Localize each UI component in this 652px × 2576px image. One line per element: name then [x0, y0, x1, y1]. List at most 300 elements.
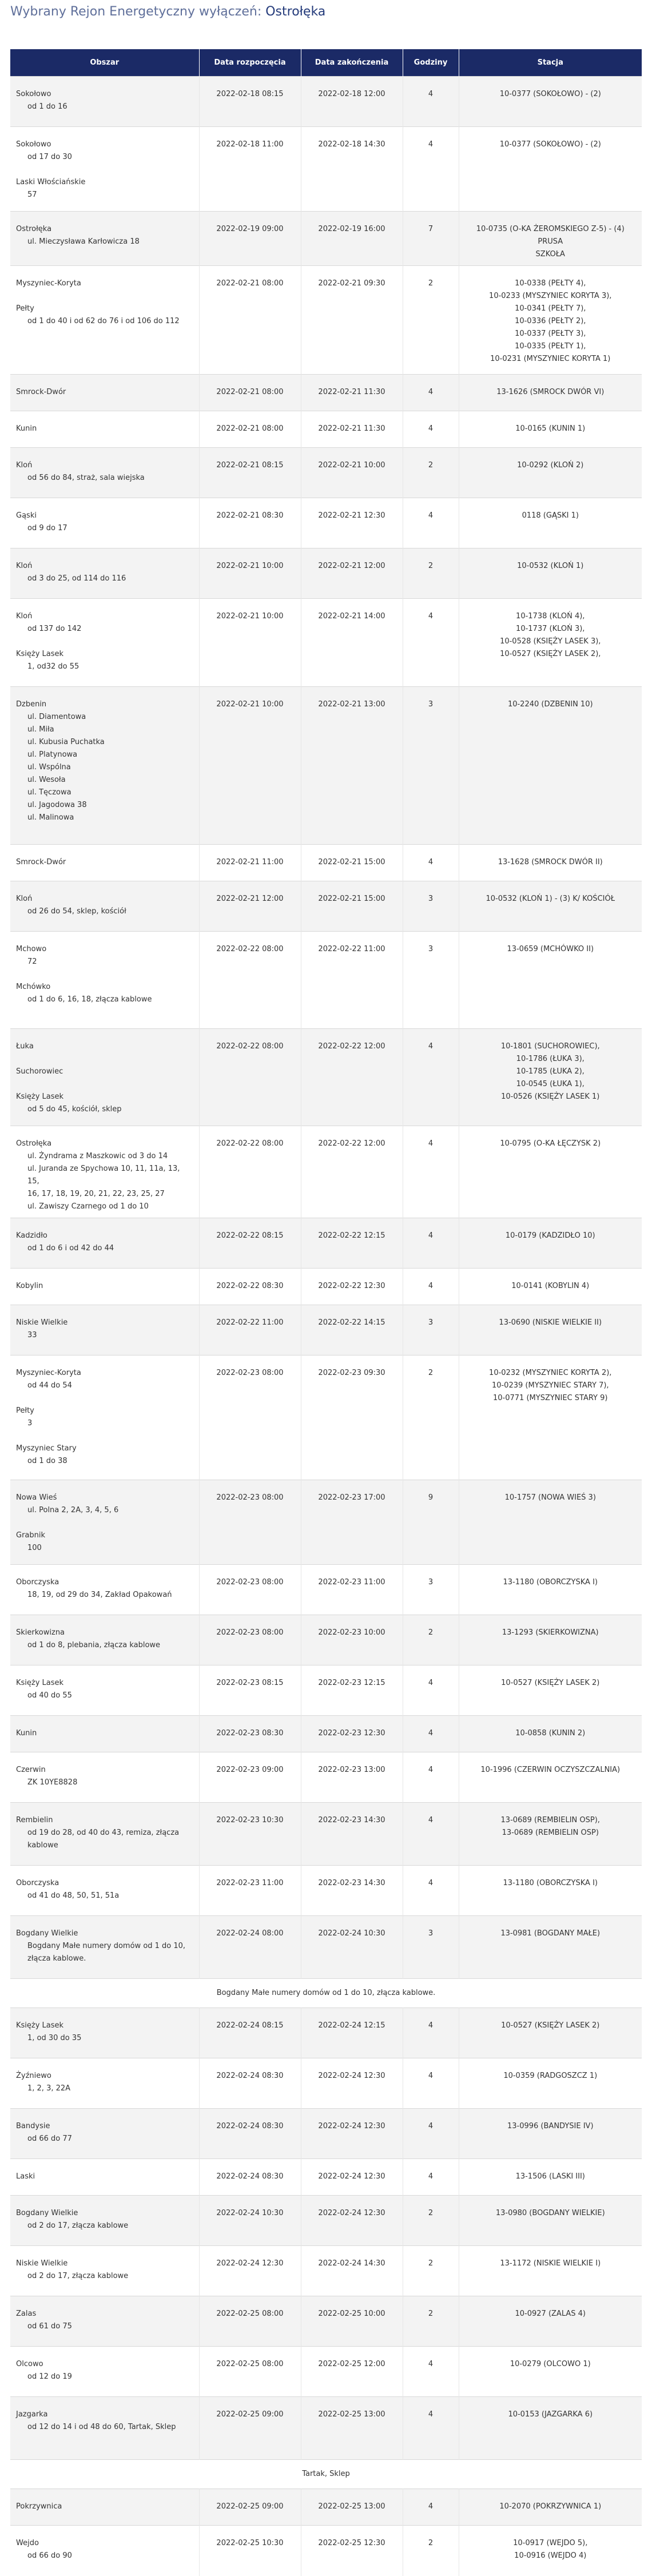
hours-cell: 4	[403, 498, 459, 548]
location-name: Laski	[16, 2172, 35, 2181]
start-date-cell: 2022-02-21 10:00	[199, 548, 301, 599]
end-date-cell: 2022-02-23 09:30	[301, 1355, 403, 1480]
station-cell	[459, 448, 642, 498]
station-line: 10-0532 (KLOŃ 1) - (3) K/ KOŚCIÓŁ	[486, 895, 615, 903]
area-cell	[10, 1565, 199, 1615]
location-name: Oborczyska	[16, 1879, 59, 1887]
station-cell	[459, 1218, 642, 1269]
area-cell	[10, 2246, 199, 2296]
location-block	[16, 1230, 193, 1255]
station-cell	[459, 1269, 642, 1305]
location-name: Czerwin	[16, 1766, 46, 1774]
station-cell	[459, 1866, 642, 1916]
end-date-cell: 2022-02-24 12:30	[301, 2058, 403, 2109]
location-detail: od 3 do 25, od 114 do 116	[27, 574, 126, 583]
location-block	[16, 510, 193, 535]
end-date-cell: 2022-02-23 10:00	[301, 1615, 403, 1665]
location-detail: od 2 do 17, złącza kablowe	[27, 2272, 129, 2280]
station-cell	[459, 1752, 642, 1803]
start-date-cell: 2022-02-23 08:30	[199, 1716, 301, 1752]
location-name: Smrock-Dwór	[16, 858, 66, 866]
location-detail: ul. Miła	[27, 725, 54, 734]
start-date-cell: 2022-02-24 08:30	[199, 2109, 301, 2159]
location-block	[16, 1814, 193, 1852]
table-row	[10, 1218, 642, 1269]
end-date-cell: 2022-02-24 12:15	[301, 2008, 403, 2058]
station-line: 10-1801 (SUCHOROWIEC),	[500, 1042, 600, 1051]
table-row	[10, 1803, 642, 1866]
table-row	[10, 77, 642, 127]
hours-cell: 2	[403, 2296, 459, 2347]
hours-cell: 2	[403, 548, 459, 599]
location-name: Bogdany Wielkie	[16, 1929, 78, 1938]
location-block	[16, 893, 193, 918]
hours-cell: 2	[403, 266, 459, 375]
location-block	[16, 2070, 193, 2095]
start-date-cell: 2022-02-22 11:00	[199, 1305, 301, 1355]
hours-cell: 4	[403, 2008, 459, 2058]
hours-cell: 2	[403, 2196, 459, 2246]
station-cell	[459, 2296, 642, 2347]
column-header-start[interactable]: Data rozpoczęcia	[199, 49, 301, 77]
start-date-cell: 2022-02-24 08:15	[199, 2008, 301, 2058]
location-name: Księży Lasek	[16, 650, 64, 658]
location-block	[16, 423, 193, 435]
hours-cell: 4	[403, 599, 459, 687]
station-line: 10-0545 (ŁUKA 1),	[516, 1080, 585, 1088]
location-detail: ul. Tęczowa	[27, 788, 71, 797]
location-block	[16, 386, 193, 399]
location-detail: od 9 do 17	[27, 524, 67, 532]
location-name: Myszyniec-Koryta	[16, 1369, 81, 1377]
location-name: Ostrołęka	[16, 225, 52, 233]
location-detail: ul. Malinowa	[27, 813, 74, 822]
station-line: 10-1738 (KLOŃ 4),	[516, 612, 585, 621]
hours-cell: 2	[403, 2246, 459, 2296]
location-name: Księży Lasek	[16, 2021, 64, 2030]
location-name: Zalas	[16, 2309, 37, 2318]
hours-cell: 4	[403, 1866, 459, 1916]
station-cell	[459, 1615, 642, 1665]
station-line: 10-0337 (PEŁTY 3),	[515, 329, 586, 338]
location-block	[16, 2257, 193, 2283]
location-detail: ul. Mieczysława Karłowicza 18	[27, 237, 140, 246]
hours-cell: 4	[403, 1029, 459, 1126]
location-block	[16, 176, 193, 201]
start-date-cell: 2022-02-25 09:00	[199, 2397, 301, 2460]
area-cell	[10, 2347, 199, 2397]
station-line: 13-0689 (REMBIELIN OSP)	[502, 1828, 599, 1837]
end-date-cell: 2022-02-25 12:00	[301, 2347, 403, 2397]
location-detail: ul. Zawiszy Czarnego od 1 do 10	[27, 1202, 149, 1211]
area-cell	[10, 2397, 199, 2460]
end-date-cell: 2022-02-25 13:00	[301, 2397, 403, 2460]
station-line: 10-0528 (KSIĘŻY LASEK 3),	[500, 637, 601, 646]
area-cell	[10, 1615, 199, 1665]
station-cell	[459, 1029, 642, 1126]
location-detail: od 2 do 17, złącza kablowe	[27, 2221, 129, 2230]
location-detail: ul. Żyndrama z Maszkowic od 3 do 14	[27, 1152, 168, 1160]
station-line: 10-1996 (CZERWIN OCZYSZCZALNIA)	[480, 1766, 621, 1774]
station-cell	[459, 2246, 642, 2296]
location-name: Mchowo	[16, 945, 47, 953]
station-cell	[459, 881, 642, 932]
start-date-cell: 2022-02-21 08:00	[199, 266, 301, 375]
end-date-cell: 2022-02-25 10:00	[301, 2296, 403, 2347]
start-date-cell: 2022-02-25 10:30	[199, 2526, 301, 2576]
location-block	[16, 1727, 193, 1740]
table-row	[10, 2246, 642, 2296]
table-row	[10, 1916, 642, 1979]
station-line: 10-0771 (MYSZYNIEC STARY 9)	[493, 1394, 608, 1402]
location-detail: od 17 do 30	[27, 153, 72, 161]
location-block	[16, 1091, 193, 1116]
start-date-cell: 2022-02-21 08:00	[199, 411, 301, 448]
hours-cell: 4	[403, 411, 459, 448]
table-row	[10, 881, 642, 932]
end-date-cell: 2022-02-23 12:15	[301, 1665, 403, 1716]
start-date-cell: 2022-02-23 08:00	[199, 1565, 301, 1615]
column-header-end[interactable]: Data zakończenia	[301, 49, 403, 77]
station-line: 10-1737 (KLOŃ 3),	[516, 625, 585, 633]
table-row	[10, 2397, 642, 2460]
hours-cell: 4	[403, 845, 459, 881]
start-date-cell: 2022-02-22 08:00	[199, 1126, 301, 1218]
location-detail: od 1 do 16	[27, 102, 67, 111]
table-row	[10, 1565, 642, 1615]
hours-cell: 4	[403, 1269, 459, 1305]
hours-cell: 4	[403, 1665, 459, 1716]
table-row	[10, 1305, 642, 1355]
station-line: 13-1180 (OBORCZYSKA I)	[503, 1578, 598, 1587]
station-cell	[459, 845, 642, 881]
start-date-cell: 2022-02-23 08:00	[199, 1615, 301, 1665]
location-name: Suchorowiec	[16, 1067, 63, 1076]
location-block	[16, 2207, 193, 2232]
station-line: 10-1785 (ŁUKA 2),	[516, 1067, 585, 1076]
table-row	[10, 2058, 642, 2109]
start-date-cell: 2022-02-24 12:30	[199, 2246, 301, 2296]
location-detail: od 137 do 142	[27, 625, 82, 633]
table-row	[10, 687, 642, 845]
location-block	[16, 2308, 193, 2333]
location-name: Wejdo	[16, 2539, 39, 2547]
location-block	[16, 698, 193, 824]
table-row	[10, 2196, 642, 2246]
hours-cell: 3	[403, 1916, 459, 1979]
station-line: 13-0689 (REMBIELIN OSP),	[500, 1816, 600, 1824]
start-date-cell: 2022-02-23 08:00	[199, 1480, 301, 1565]
location-name: Księży Lasek	[16, 1092, 64, 1101]
station-line: 13-0980 (BOGDANY WIELKIE)	[495, 2209, 605, 2217]
area-cell	[10, 2008, 199, 2058]
station-cell	[459, 127, 642, 212]
table-row	[10, 1752, 642, 1803]
start-date-cell: 2022-02-18 08:15	[199, 77, 301, 127]
location-name: Ostrołęka	[16, 1139, 52, 1148]
location-block	[16, 648, 193, 673]
location-block	[16, 560, 193, 585]
end-date-cell: 2022-02-21 15:00	[301, 881, 403, 932]
end-date-cell: 2022-02-23 12:30	[301, 1716, 403, 1752]
column-header-hours[interactable]: Godziny	[403, 49, 459, 77]
location-detail: ul. Kubusia Puchatka	[27, 738, 105, 746]
area-cell	[10, 2296, 199, 2347]
station-cell	[459, 932, 642, 1029]
hours-cell: 2	[403, 1615, 459, 1665]
start-date-cell: 2022-02-21 08:00	[199, 375, 301, 411]
table-row	[10, 1029, 642, 1126]
station-line: 10-0233 (MYSZYNIEC KORYTA 3),	[489, 292, 612, 300]
column-header-area[interactable]: Obszar	[10, 49, 199, 77]
location-name: Laski Włościańskie	[16, 178, 86, 186]
table-note-row	[10, 2460, 642, 2489]
location-name: Pełty	[16, 1406, 34, 1415]
location-name: Jazgarka	[16, 2410, 48, 2419]
page-title-prefix: Wybrany Rejon Energetyczny wyłączeń:	[10, 5, 266, 19]
location-name: Sokołowo	[16, 90, 51, 98]
area-cell	[10, 548, 199, 599]
hours-cell: 3	[403, 1565, 459, 1615]
location-detail: 57	[27, 190, 37, 199]
location-detail: ul. Polna 2, 2A, 3, 4, 5, 6	[27, 1506, 119, 1514]
station-cell	[459, 1665, 642, 1716]
end-date-cell: 2022-02-22 12:00	[301, 1029, 403, 1126]
location-block	[16, 2537, 193, 2562]
location-name: Mchówko	[16, 983, 51, 991]
station-line: 10-0916 (WEJDO 4)	[514, 2551, 587, 2560]
table-row	[10, 2526, 642, 2576]
location-name: Sokołowo	[16, 140, 51, 149]
location-name: Kunin	[16, 424, 37, 433]
end-date-cell: 2022-02-24 12:30	[301, 2196, 403, 2246]
station-cell	[459, 2196, 642, 2246]
start-date-cell: 2022-02-25 08:00	[199, 2296, 301, 2347]
hours-cell: 4	[403, 375, 459, 411]
table-body	[10, 77, 642, 2576]
end-date-cell: 2022-02-24 14:30	[301, 2246, 403, 2296]
station-cell	[459, 2058, 642, 2109]
station-cell	[459, 77, 642, 127]
location-detail: od 1 do 6, 16, 18, złącza kablowe	[27, 995, 152, 1004]
table-row	[10, 1269, 642, 1305]
location-block	[16, 981, 193, 1006]
area-cell	[10, 932, 199, 1029]
table-row	[10, 599, 642, 687]
start-date-cell: 2022-02-18 11:00	[199, 127, 301, 212]
note-cell: Bogdany Małe numery domów od 1 do 10, złącza kablowe.	[10, 1979, 642, 2008]
location-block	[16, 610, 193, 635]
start-date-cell: 2022-02-22 08:00	[199, 932, 301, 1029]
location-block	[16, 943, 193, 968]
location-block	[16, 1280, 193, 1293]
location-name: Kadzidło	[16, 1231, 47, 1240]
start-date-cell: 2022-02-23 08:15	[199, 1665, 301, 1716]
location-block	[16, 1317, 193, 1342]
hours-cell: 3	[403, 687, 459, 845]
station-line: 10-0527 (KSIĘŻY LASEK 2),	[500, 650, 601, 658]
location-name: Myszyniec Stary	[16, 1444, 77, 1453]
location-block	[16, 1927, 193, 1965]
location-detail: 33	[27, 1331, 37, 1339]
location-detail: ul. Juranda ze Spychowa 10, 11, 11a, 13, 15,	[27, 1164, 180, 1186]
area-cell	[10, 599, 199, 687]
location-detail: 1, od32 do 55	[27, 662, 79, 671]
station-cell	[459, 599, 642, 687]
location-detail: od 56 do 84, straż, sala wiejska	[27, 474, 145, 482]
station-cell	[459, 2526, 642, 2576]
station-line: 13-1172 (NISKIE WIELKIE I)	[500, 2259, 601, 2268]
station-line: 10-2240 (DZBENIN 10)	[507, 700, 593, 709]
end-date-cell: 2022-02-21 15:00	[301, 845, 403, 881]
hours-cell: 2	[403, 448, 459, 498]
hours-cell: 7	[403, 212, 459, 266]
location-name: Myszyniec-Koryta	[16, 279, 81, 288]
station-line: 10-0141 (KOBYLIN 4)	[511, 1282, 590, 1290]
area-cell	[10, 2196, 199, 2246]
start-date-cell: 2022-02-22 08:00	[199, 1029, 301, 1126]
location-detail: 100	[27, 1544, 42, 1552]
station-line: 13-1628 (SMROCK DWÓR II)	[498, 858, 603, 866]
station-cell	[459, 212, 642, 266]
location-block	[16, 1066, 193, 1078]
station-line: 10-0359 (RADGOSZCZ 1)	[503, 2072, 598, 2080]
area-cell	[10, 2489, 199, 2526]
station-cell	[459, 1480, 642, 1565]
area-cell	[10, 2109, 199, 2159]
location-name: Pełty	[16, 304, 34, 313]
location-name: Olcowo	[16, 2360, 43, 2368]
location-detail: 1, od 30 do 35	[27, 2034, 82, 2042]
station-line: 13-1626 (SMROCK DWÓR VI)	[496, 388, 605, 396]
location-block	[16, 1492, 193, 1517]
area-cell	[10, 881, 199, 932]
station-cell	[459, 1716, 642, 1752]
station-line: 13-0690 (NISKIE WIELKIE II)	[499, 1318, 602, 1327]
location-block	[16, 2501, 193, 2513]
start-date-cell: 2022-02-21 10:00	[199, 687, 301, 845]
outages-table	[10, 49, 642, 2576]
station-cell	[459, 2347, 642, 2397]
station-line: 10-0526 (KSIĘŻY LASEK 1)	[501, 1092, 600, 1101]
station-cell	[459, 1803, 642, 1866]
end-date-cell: 2022-02-23 14:30	[301, 1866, 403, 1916]
page-title	[0, 0, 652, 30]
station-line: 10-1786 (ŁUKA 3),	[516, 1055, 585, 1063]
location-name: Dzbenin	[16, 700, 47, 709]
start-date-cell: 2022-02-23 11:00	[199, 1866, 301, 1916]
location-block	[16, 1627, 193, 1652]
location-detail: 18, 19, od 29 do 34, Zakład Opakowań	[27, 1591, 172, 1599]
start-date-cell: 2022-02-24 10:30	[199, 2196, 301, 2246]
end-date-cell: 2022-02-24 10:30	[301, 1916, 403, 1979]
end-date-cell: 2022-02-21 12:00	[301, 548, 403, 599]
end-date-cell: 2022-02-25 12:30	[301, 2526, 403, 2576]
end-date-cell: 2022-02-19 16:00	[301, 212, 403, 266]
location-detail: od 1 do 38	[27, 1457, 67, 1465]
station-line: 10-0858 (KUNIN 2)	[515, 1729, 586, 1738]
column-header-station[interactable]: Stacja	[459, 49, 642, 77]
location-name: Bandysie	[16, 2122, 50, 2130]
hours-cell: 4	[403, 127, 459, 212]
location-block	[16, 138, 193, 164]
location-name: Księży Lasek	[16, 1679, 64, 1687]
area-cell	[10, 448, 199, 498]
area-cell	[10, 687, 199, 845]
location-block	[16, 2020, 193, 2045]
area-cell	[10, 1029, 199, 1126]
station-line: 10-0335 (PEŁTY 1),	[515, 342, 586, 351]
hours-cell: 4	[403, 1126, 459, 1218]
note-cell: Tartak, Sklep	[10, 2460, 642, 2489]
location-detail: od 1 do 6 i od 42 do 44	[27, 1244, 114, 1253]
hours-cell: 3	[403, 1305, 459, 1355]
area-cell	[10, 2058, 199, 2109]
station-line: 10-0165 (KUNIN 1)	[515, 424, 586, 433]
area-cell	[10, 845, 199, 881]
location-name: Bogdany Wielkie	[16, 2209, 78, 2217]
location-block	[16, 1442, 193, 1468]
table-header-row	[10, 49, 642, 77]
table-row	[10, 1480, 642, 1565]
table-row	[10, 548, 642, 599]
hours-cell: 2	[403, 1355, 459, 1480]
location-detail: ul. Diamentowa	[27, 713, 86, 721]
location-block	[16, 1877, 193, 1902]
table-row	[10, 266, 642, 375]
station-cell	[459, 411, 642, 448]
location-name: Kloń	[16, 562, 33, 570]
station-cell	[459, 1305, 642, 1355]
hours-cell: 9	[403, 1480, 459, 1565]
station-line: 13-1180 (OBORCZYSKA I)	[503, 1879, 598, 1887]
table-row	[10, 411, 642, 448]
table-row	[10, 1126, 642, 1218]
area-cell	[10, 1916, 199, 1979]
location-detail: ZK 10YE8828	[27, 1778, 78, 1787]
end-date-cell: 2022-02-23 13:00	[301, 1752, 403, 1803]
station-cell	[459, 2397, 642, 2460]
area-cell	[10, 1218, 199, 1269]
location-name: Kobylin	[16, 1282, 43, 1290]
location-block	[16, 303, 193, 328]
table-row	[10, 375, 642, 411]
area-cell	[10, 212, 199, 266]
station-cell	[459, 1565, 642, 1615]
end-date-cell: 2022-02-18 14:30	[301, 127, 403, 212]
location-detail: od 26 do 54, sklep, kościół	[27, 907, 126, 916]
location-block	[16, 223, 193, 248]
location-block	[16, 2170, 193, 2183]
location-detail: od 40 do 55	[27, 1691, 72, 1700]
location-block	[16, 1367, 193, 1392]
location-name: Kloń	[16, 895, 33, 903]
location-detail: od 66 do 90	[27, 2551, 72, 2560]
location-block	[16, 1405, 193, 1430]
station-line: 10-0153 (JAZGARKA 6)	[508, 2410, 593, 2419]
location-detail: ul. Platynowa	[27, 750, 78, 759]
station-line: 10-0917 (WEJDO 5),	[513, 2539, 588, 2547]
location-block	[16, 1764, 193, 1789]
station-line: 10-2070 (POKRZYWNICA 1)	[499, 2502, 602, 2511]
table-row	[10, 2008, 642, 2058]
area-cell	[10, 2526, 199, 2576]
end-date-cell: 2022-02-25 13:00	[301, 2489, 403, 2526]
area-cell	[10, 1665, 199, 1716]
hours-cell: 4	[403, 2489, 459, 2526]
table-row	[10, 845, 642, 881]
station-line: 10-0292 (KLOŃ 2)	[517, 461, 584, 470]
